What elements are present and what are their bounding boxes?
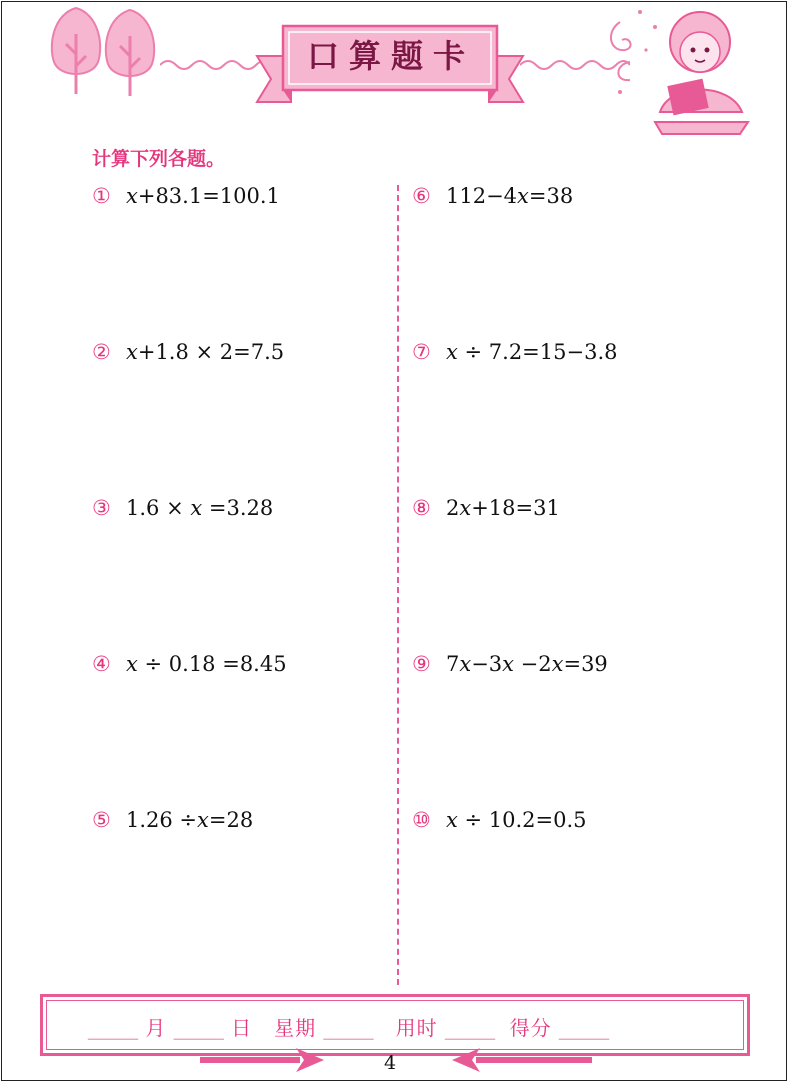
footer-record-row [88,1012,609,1041]
month-label: 月 [145,1016,167,1040]
month-blank[interactable]: _____ [88,1016,138,1040]
girl-reading-icon [600,2,750,137]
problem-number: ⑦ [412,340,431,364]
instruction-text: 计算下列各题。 [92,148,226,170]
day-label: 日 [231,1016,253,1040]
score-label: 得分 [509,1016,552,1040]
time-used-blank[interactable]: _____ [444,1016,495,1040]
weekday-label: 星期 [274,1016,317,1040]
problem-number: ⑥ [412,184,431,208]
problem-2 [92,340,284,364]
problem-number: ⑧ [412,496,431,520]
column-divider [397,185,399,985]
problem-equation: 1.26 ÷𝑥=28 [126,808,254,832]
problem-equation: 𝑥 ÷ 10.2=0.5 [446,808,587,832]
problem-number: ⑨ [412,652,431,676]
problem-number: ④ [92,652,111,676]
weekday-blank[interactable]: _____ [323,1016,374,1040]
problem-7 [412,340,618,364]
arrow-right-icon [200,1048,325,1072]
problem-equation: 7𝑥−3𝑥 −2𝑥=39 [446,652,608,676]
problem-1 [92,184,280,208]
problem-equation: 2𝑥+18=31 [446,496,560,520]
problem-8 [412,496,560,520]
day-blank[interactable]: _____ [173,1016,224,1040]
arrow-left-icon [452,1048,592,1072]
problem-equation: 112−4𝑥=38 [446,184,574,208]
tree-icon [46,4,166,100]
problem-6 [412,184,573,208]
problem-number: ⑤ [92,808,111,832]
time-used-label: 用时 [395,1016,438,1040]
problem-equation: 𝑥 ÷ 7.2=15−3.8 [446,340,618,364]
problem-number: ⑩ [412,808,431,832]
problem-equation: 𝑥+1.8 × 2=7.5 [126,340,285,364]
page-title: 口算题卡 [306,37,475,75]
score-blank[interactable]: _____ [559,1016,610,1040]
problem-number: ③ [92,496,111,520]
problem-10 [412,808,587,832]
page-number: 4 [383,1052,397,1074]
problem-number: ① [92,184,111,208]
problem-5 [92,808,253,832]
problem-equation: 𝑥+83.1=100.1 [126,184,280,208]
problem-3 [92,496,273,520]
problem-9 [412,652,608,676]
problem-number: ② [92,340,111,364]
problem-equation: 𝑥 ÷ 0.18 =8.45 [126,652,287,676]
problem-4 [92,652,287,676]
problem-equation: 1.6 × 𝑥 =3.28 [126,496,274,520]
